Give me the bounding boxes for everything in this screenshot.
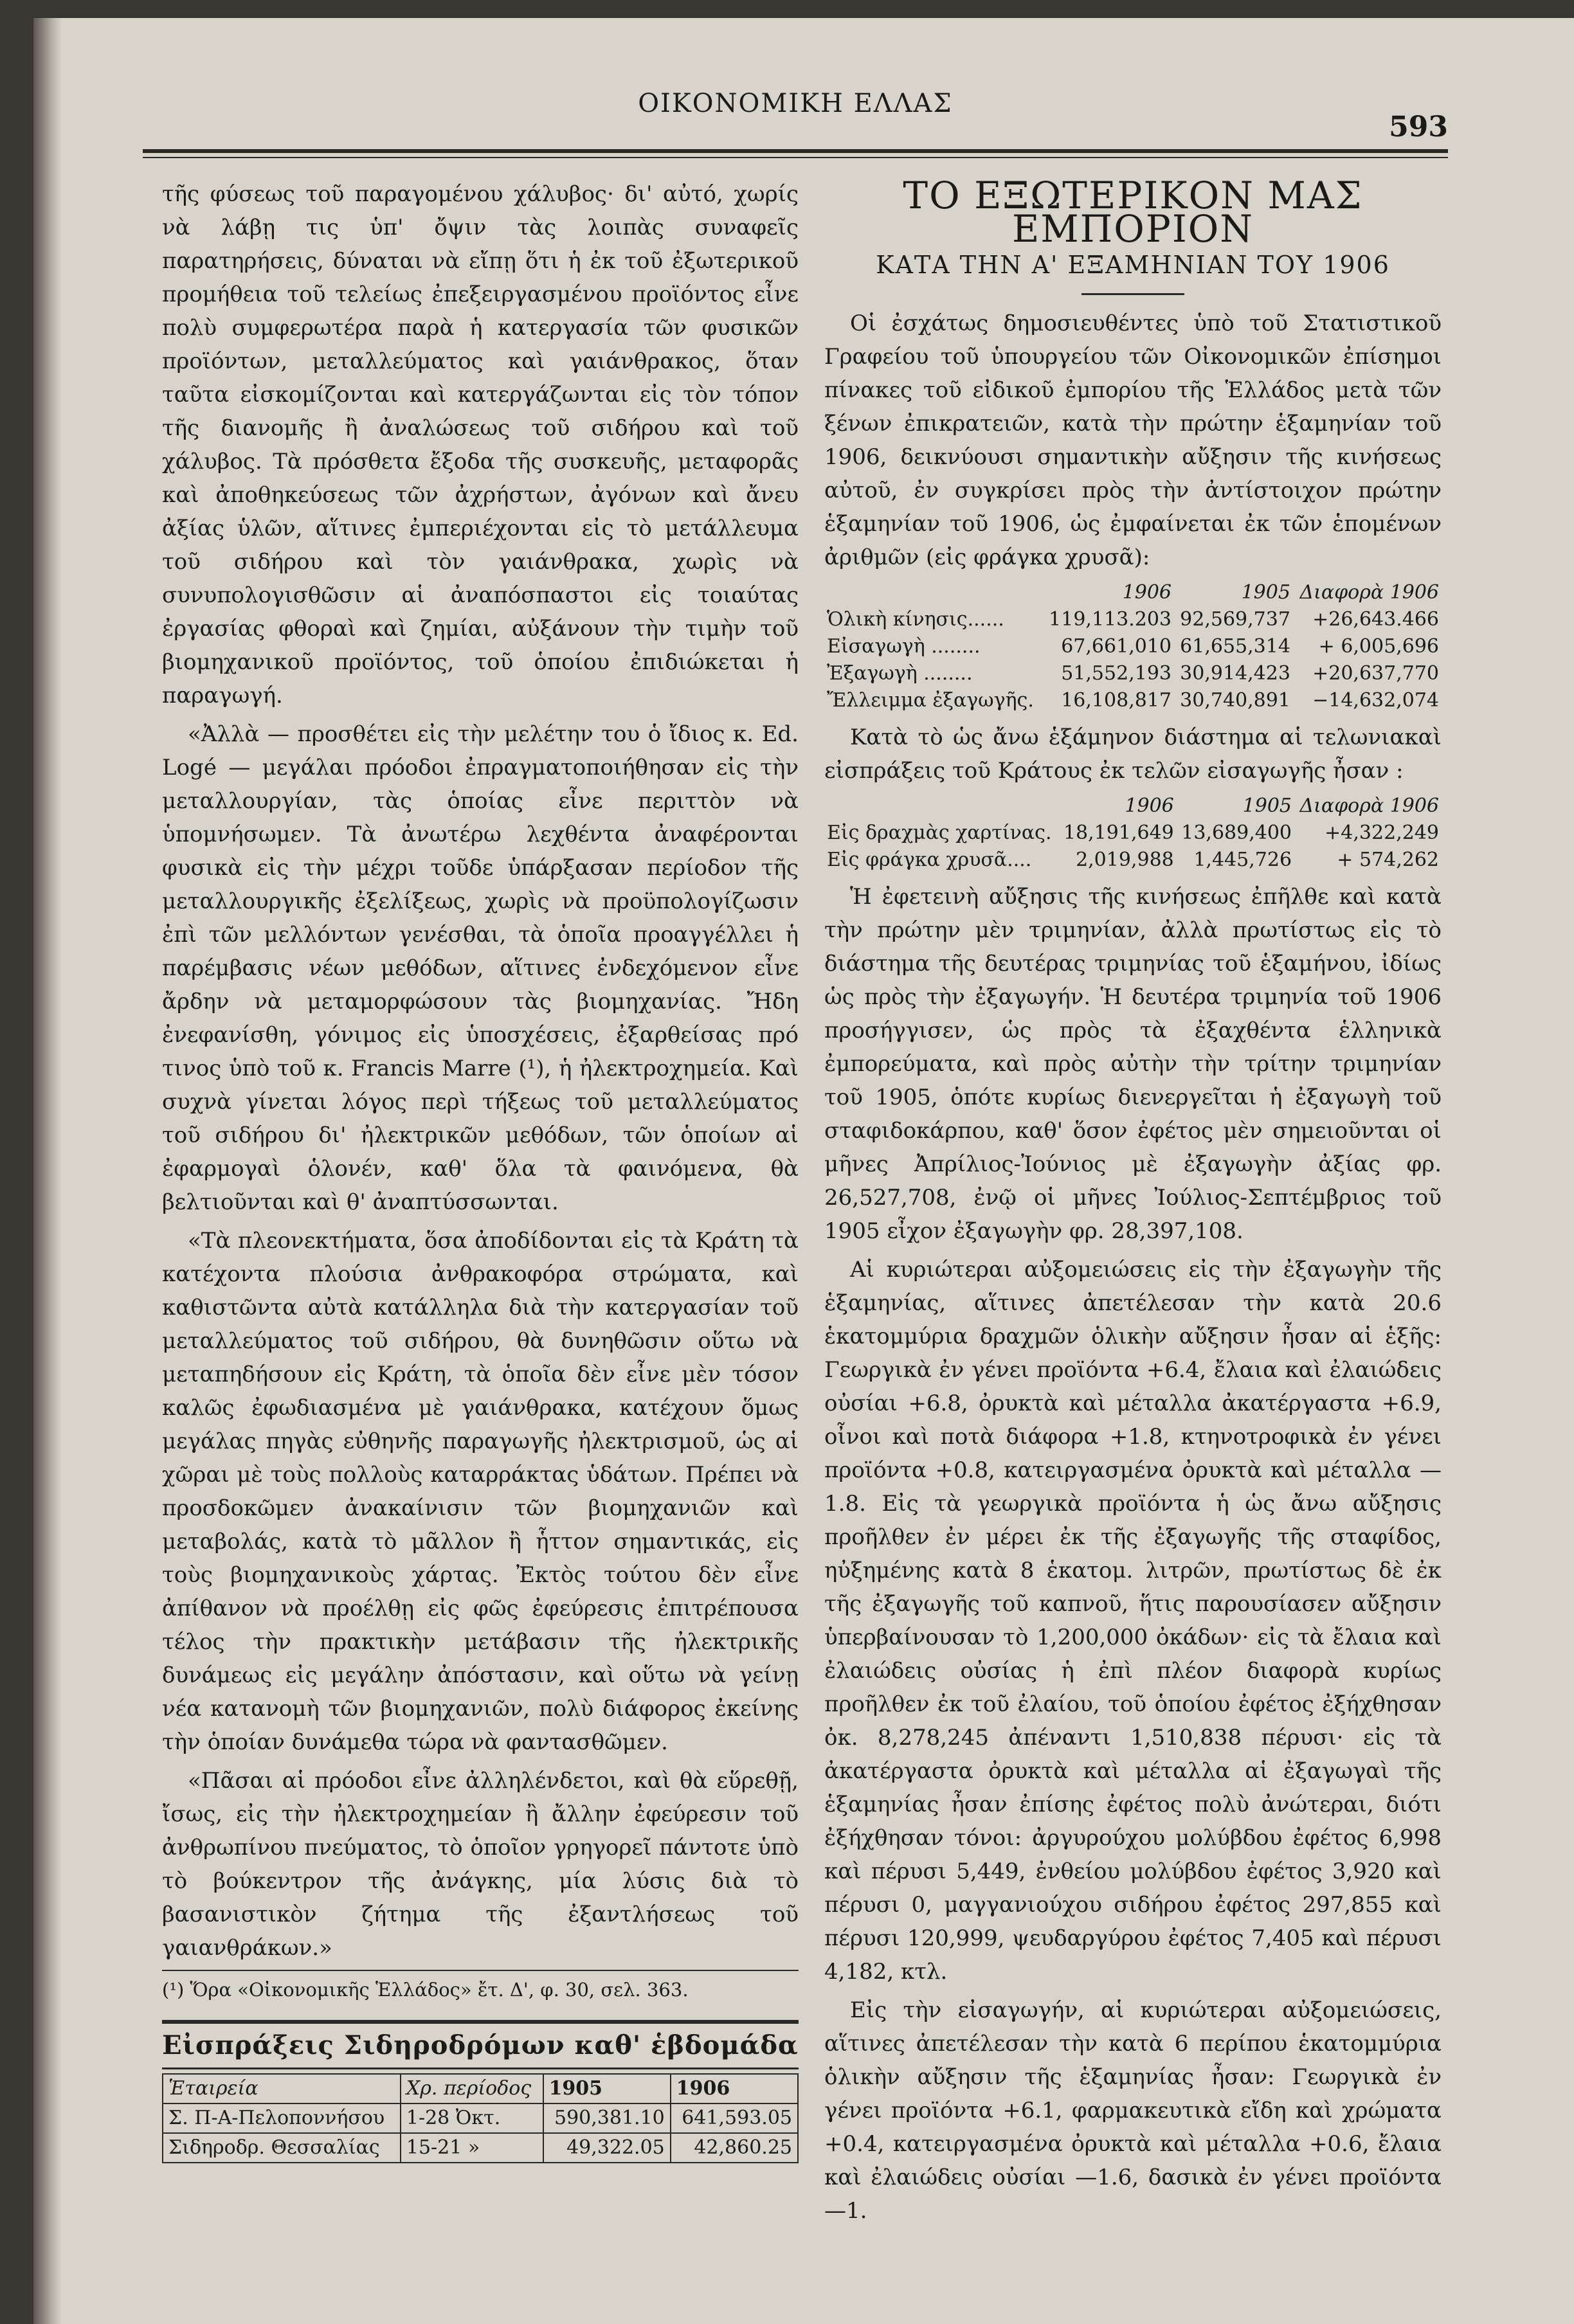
value-cell: 51,552,193 xyxy=(1061,662,1171,685)
value-cell: + 6,005,696 xyxy=(1318,635,1439,658)
table-row xyxy=(824,847,1442,874)
value-cell: 30,914,423 xyxy=(1180,662,1290,685)
header-rule xyxy=(143,149,1448,153)
paragraph: Αἱ κυριώτεραι αὐξομειώσεις εἰς τὴν ἐξαγωγὴν τῆς ἑξαμηνίας, αἵτινες ἀπετέλεσαν τὴν κατὰ 20.6 ἑκατομμύρια δραχμῶν ὁλικὴν αὔξησιν ἦσαν αἱ ἑξῆς: Γεωργικὰ ἐν γένει προϊόντα +6.4, ἔλαια καὶ ἐλαιώδεις οὐσίαι +6.8, ὀρυκτὰ καὶ μέταλλα ἀκατέργαστα +6.9, οἶνοι καὶ ποτὰ διάφορα +1.8, κτηνοτροφικὰ ἐν γένει προϊόντα +0.8, κατειργασμένα ὀρυκτὰ καὶ μέταλλα —1.8. Εἰς τὰ γεωργικὰ προϊόντα ἡ ὡς ἄνω αὔξησις προῆλθεν ἐν μέρει ἐκ τῆς ἐξαγωγῆς τῆς σταφίδος, ηὐξημένης κατὰ 8 ἑκατομ. λιτρῶν, πρωτίστως δὲ ἐκ τῆς ἐξαγωγῆς τοῦ καπνοῦ, ἥτις παρουσίασεν αὔξησιν ὑπερβαίνουσαν τὸ 1,200,000 ὀκάδων· εἰς τὰ ἔλαια καὶ ἐλαιώδεις οὐσίας ἡ ἐπὶ πλέον διαφορὰ κυρίως προῆλθεν ἐκ τοῦ ἐλαίου, τοῦ ὁποίου ἐφέτος ἐξήχθησαν ὀκ. 8,278,245 ἀπέναντι 1,510,838 πέρυσι· εἰς τὰ ἀκατέργαστα ὀρυκτὰ καὶ μέταλλα αἱ ἐξαγωγαὶ τῆς ἑξαμηνίας ἦσαν ἐπίσης ἐφέτος πολὺ ἀνώτεραι, διότι ἐξήχθησαν τόνοι: ἀργυρούχου μολύβδου ἐφέτος 6,998 καὶ πέρυσι 5,449, ἐνθείου μολύβδου ἐφέτος 3,920 καὶ πέρυσι 0, μαγγανιούχου σιδήρου ἐφέτος 297,855 καὶ πέρυσι 120,999, ψευδαργύρου ἐφέτος 7,405 καὶ πέρυσι 4,182, κτλ. xyxy=(824,1257,1442,1985)
journal-title: ΟΙΚΟΝΟΜΙΚΗ ΕΛΛΑΣ xyxy=(638,89,953,118)
column-header: Διαφορὰ 1906 xyxy=(1299,581,1439,604)
company-cell: Σ. Π-Α-Πελοποννήσου xyxy=(163,2103,401,2133)
column-header xyxy=(824,793,1058,820)
trade-table xyxy=(824,579,1442,714)
row-label: Ἐξαγωγὴ ........ xyxy=(827,662,973,685)
paragraph: Ἡ ἐφετεινὴ αὔξησις τῆς κινήσεως ἐπῆλθε καὶ κατὰ τὴν πρώτην μὲν τριμηνίαν, ἀλλὰ πρωτίστως εἰς τὸ διάστημα τῆς δευτέρας τριμηνίας τοῦ ἑξαμήνου, ἰδίως ὡς πρὸς τὴν ἐξαγωγήν. Ἡ δευτέρα τριμηνία τοῦ 1906 προσήγγισεν, ὡς πρὸς τὰ ἐξαχθέντα ἑλληνικὰ ἐμπορεύματα, καὶ πρὸς αὐτὴν τὴν τρίτην τριμηνίαν τοῦ 1905, ὁπότε κυρίως διενεργεῖται ἡ ἐξαγωγὴ τοῦ σταφιδοκάρπου, καθ' ὅσον ἐφέτος μὲν σημειοῦνται οἱ μῆνες Ἀπρίλιος-Ἰούνιος μὲ ἐξαγωγὴν ἀξίας φρ. 26,527,708, ἐνῷ οἱ μῆνες Ἰούλιος-Σεπτέμβριος τοῦ 1905 εἶχον ἐξαγωγὴν φρ. 28,397,108. xyxy=(824,884,1442,1244)
value-cell: 67,661,010 xyxy=(1061,635,1171,658)
column-header xyxy=(824,579,1042,606)
value-cell: 590,381.10 xyxy=(543,2103,671,2133)
value-cell: + 574,262 xyxy=(1337,849,1439,871)
table-row xyxy=(163,2133,798,2163)
value-cell: 13,689,400 xyxy=(1181,822,1292,844)
binding-gutter xyxy=(33,18,62,2324)
row-label: Εἰς δραχμὰς χαρτίνας. xyxy=(827,822,1052,844)
revenue-table-title: Εἰσπράξεις Σιδηροδρόμων καθ' ἑβδομάδα xyxy=(162,2020,799,2069)
column-header: Χρ. περίοδος xyxy=(401,2074,543,2103)
period-cell: 15-21 » xyxy=(401,2133,543,2163)
value-cell: 16,108,817 xyxy=(1061,689,1171,712)
header-rule-thin xyxy=(143,157,1448,158)
value-cell: 49,322.05 xyxy=(543,2133,671,2163)
value-cell: 641,593.05 xyxy=(671,2103,798,2133)
value-cell: 18,191,649 xyxy=(1063,822,1174,844)
customs-table xyxy=(824,793,1442,874)
value-cell: 92,569,737 xyxy=(1180,608,1290,631)
value-cell: 61,655,314 xyxy=(1180,635,1290,658)
journal-page xyxy=(33,18,1574,2324)
left-column xyxy=(162,177,799,2163)
row-label: Ἔλλειμμα ἐξαγωγῆς. xyxy=(827,689,1034,712)
paragraph: «Τὰ πλεονεκτήματα, ὅσα ἀποδίδονται εἰς τὰ Κράτη τὰ κατέχοντα πλούσια ἀνθρακοφόρα στρώματα, καὶ καθιστῶντα αὐτὰ κατάλληλα διὰ τὴν κατεργασίαν τοῦ μεταλλεύματος τοῦ σιδήρου, θὰ δυνηθῶσιν οὕτω νὰ μεταπηδήσουν εἰς Κράτη, τὰ ὁποῖα δὲν εἶνε μὲν τόσον καλῶς ἐφωδιασμένα μὲ γαιάνθρακα, κατέχουν ὅμως μεγάλας πηγὰς εὐθηνῆς παραγωγῆς ἠλεκτρισμοῦ, ὡς αἱ χῶραι μὲ τοὺς πολλοὺς καταρράκτας ὑδάτων. Πρέπει νὰ προσδοκῶμεν ἀνακαίνισιν τῶν βιομηχανιῶν καὶ μεταβολάς, κατὰ τὸ μᾶλλον ἢ ἧττον σημαντικάς, εἰς τοὺς βιομηχανικοὺς χάρτας. Ἐκτὸς τούτου δὲν εἶνε ἀπίθανον νὰ προέλθῃ εἰς φῶς ἐφεύρεσις ἐπιτρέπουσα τέλος τὴν πρακτικὴν μετάβασιν τῆς ἠλεκτρικῆς δυνάμεως εἰς μεγάλην ἀπόστασιν, καὶ οὕτω νὰ γείνῃ νέα κατανομὴ τῶν βιομηχανιῶν, πολὺ διάφορος ἐκείνης τὴν ὁποίαν δυνάμεθα τώρα νὰ φαντασθῶμεν. xyxy=(162,1228,799,1755)
company-cell: Σιδηροδρ. Θεσσαλίας xyxy=(163,2133,401,2163)
page-number: 593 xyxy=(1389,111,1448,143)
column-header: 1906 xyxy=(1125,795,1174,817)
right-column xyxy=(824,174,1442,2233)
paragraph: τῆς φύσεως τοῦ παραγομένου χάλυβος· δι' αὐτό, χωρίς νὰ λάβῃ τις ὑπ' ὄψιν τὰς λοιπὰς συναφεῖς παρατηρήσεις, δύναται νὰ εἴπῃ ὅτι ἡ ἐκ τοῦ ἐξωτερικοῦ προμήθεια τοῦ τελείως ἐπεξειργασμένου προϊόντος εἶνε πολὺ συμφερωτέρα παρὰ ἡ κατεργασία τῶν φυσικῶν προϊόντων, μεταλλεύματος καὶ γαιάνθρακος, ὅταν ταῦτα εἰσκομίζονται καὶ κατεργάζωνται εἰς τὸν τόπον τῆς διανομῆς ἢ ἀναλώσεως τοῦ σιδήρου καὶ τοῦ χάλυβος. Τὰ πρόσθετα ἔξοδα τῆς συσκευῆς, μεταφορᾶς καὶ ἀποθηκεύσεως τῶν ἀχρήστων, ἀγόνων καὶ ἄνευ ἀξίας ὑλῶν, αἵτινες ἐμπεριέχονται εἰς τὸ μετάλλευμα τοῦ σιδήρου καὶ τὸν γαιάνθρακα, χωρὶς νὰ συνυπολογισθῶσιν αἱ ἀναπόσπαστοι εἰς τοιαύτας ἐργασίας φθοραὶ καὶ ζημίαι, αὐξάνουν τὴν τιμὴν τοῦ βιομηχανικοῦ προϊόντος, τοῦ ὁποίου ἐπιδιώκεται ἡ παραγωγή. xyxy=(162,181,799,708)
table-row xyxy=(824,820,1442,847)
row-label: Ὁλικὴ κίνησις...... xyxy=(827,608,1004,631)
column-header: 1906 xyxy=(671,2074,798,2103)
period-cell: 1-28 Ὀκτ. xyxy=(401,2103,543,2133)
value-cell: 42,860.25 xyxy=(671,2133,798,2163)
paragraph: Οἱ ἐσχάτως δημοσιευθέντες ὑπὸ τοῦ Στατιστικοῦ Γραφείου τοῦ ὑπουργείου τῶν Οἰκονομικῶν ἐπίσημοι πίνακες τοῦ εἰδικοῦ ἐμπορίου τῆς Ἑλλάδος μετὰ τῶν ξένων ἐπικρατειῶν, κατὰ τὴν πρώτην ἑξαμηνίαν τοῦ 1906, δεικνύουσι σημαντικὴν αὔξησιν τῆς κινήσεως αὐτοῦ, ἐν συγκρίσει πρὸς τὴν ἀντίστοιχον πρώτην ἑξαμηνίαν τοῦ 1906, ὡς ἐμφαίνεται ἐκ τῶν ἑπομένων ἀριθμῶν (εἰς φράγκα χρυσᾶ): xyxy=(824,311,1442,570)
table-row xyxy=(824,606,1442,633)
footnote: (¹) Ὅρα «Οἰκονομικῆς Ἑλλάδος» ἔτ. Δ', φ. 30, σελ. 363. xyxy=(162,1970,799,2003)
table-row xyxy=(824,633,1442,660)
row-label: Εἰσαγωγὴ ........ xyxy=(827,635,981,658)
paragraph: Εἰς τὴν εἰσαγωγήν, αἱ κυριώτεραι αὐξομειώσεις, αἵτινες ἀπετέλεσαν τὴν κατὰ 6 περίπου ἑκατομμύρια ὁλικὴν αὔξησιν τῆς ἑξαμηνίας ἦσαν: Γεωργικὰ ἐν γένει προϊόντα +6.1, φαρμακευτικὰ εἴδη καὶ χρώματα +0.4, κατειργασμένα ὀρυκτὰ καὶ μέταλλα +0.6, ἔλαια καὶ ἐλαιώδεις οὐσίαι —1.6, δασικὰ ἐν γένει προϊόντα —1. xyxy=(824,1997,1442,2224)
article-title: ΤΟ ΕΞΩΤΕΡΙΚΟΝ ΜΑΣ ΕΜΠΟΡΙΟΝ xyxy=(903,174,1363,251)
paragraph: «Ἀλλὰ — προσθέτει εἰς τὴν μελέτην του ὁ ἴδιος κ. Ed. Logé — μεγάλαι πρόοδοι ἐπραγματοποιήθησαν εἰς τὴν μεταλλουργίαν, τὰς ὁποίας εἶνε περιττὸν νὰ ὑπομνήσωμεν. Τὰ ἀνωτέρω λεχθέντα ἀναφέρονται φυσικὰ εἰς τὴν μέχρι τοῦδε ὑπάρξασαν περίοδον τῆς μεταλλουργικῆς ἐξελίξεως, χωρὶς νὰ προϋπολογίζωσιν ἐπὶ τῶν μελλόντων γενέσθαι, τὰ ὁποῖα προαγγέλλει ἡ παρέμβασις νέων μεθόδων, αἵτινες ἐνδεχόμενον εἶνε ἄρδην νὰ μεταμορφώσουν τὰς βιομηχανίας. Ἤδη ἐνεφανίσθη, γόνιμος εἰς ὑποσχέσεις, ἐξαρθείσας πρό τινος ὑπὸ τοῦ κ. Francis Marre (¹), ἡ ἠλεκτροχημεία. Καὶ συχνὰ γίνεται λόγος περὶ τήξεως τοῦ μεταλλεύματος τοῦ σιδήρου δι' ἠλεκτρικῶν μεθόδων, τῶν ὁποίων αἱ ἐφαρμογαὶ ὁλονέν, καθ' ὅλα τὰ φαινόμενα, θὰ βελτιοῦνται καὶ θ' ἀναπτύσσωνται. xyxy=(162,721,799,1215)
article-subtitle: ΚΑΤΑ ΤΗΝ Α' ΕΞΑΜΗΝΙΑΝ ΤΟΥ 1906 xyxy=(876,251,1390,279)
value-cell: 30,740,891 xyxy=(1180,689,1290,712)
paragraph: «Πᾶσαι αἱ πρόοδοι εἶνε ἀλληλένδετοι, καὶ θὰ εὕρεθῇ, ἴσως, εἰς τὴν ἠλεκτροχημείαν ἢ ἄλλην ἐφεύρεσιν τοῦ ἀνθρωπίνου πνεύματος, τὸ ὁποῖον γρηγορεῖ πάντοτε ὑπὸ τὸ βούκεντρον τῆς ἀνάγκης, μία λύσις διὰ τὸ βασανιστικὸν ζήτημα τῆς ἐξαντλήσεως τοῦ γαιανθράκων.» xyxy=(162,1768,799,1961)
value-cell: −14,632,074 xyxy=(1312,689,1439,712)
table-row xyxy=(824,687,1442,714)
value-cell: 1,445,726 xyxy=(1193,849,1292,871)
column-header: 1905 xyxy=(543,2074,671,2103)
value-cell: +20,637,770 xyxy=(1312,662,1439,685)
title-divider xyxy=(1081,293,1184,295)
value-cell: +4,322,249 xyxy=(1325,822,1439,844)
page-header xyxy=(143,77,1448,148)
column-header: 1905 xyxy=(1242,795,1292,817)
row-label: Εἰς φράγκα χρυσᾶ.... xyxy=(827,849,1032,871)
column-header: Ἑταιρεία xyxy=(163,2074,401,2103)
value-cell: 119,113.203 xyxy=(1049,608,1171,631)
column-header: 1906 xyxy=(1122,581,1171,604)
paragraph: Κατὰ τὸ ὡς ἄνω ἑξάμηνον διάστημα αἱ τελωνιακαὶ εἰσπράξεις τοῦ Κράτους ἐκ τελῶν εἰσαγωγῆς ἦσαν : xyxy=(824,725,1442,784)
table-row xyxy=(163,2103,798,2133)
table-row xyxy=(824,660,1442,687)
value-cell: +26,643.466 xyxy=(1312,608,1439,631)
value-cell: 2,019,988 xyxy=(1076,849,1174,871)
column-header: 1905 xyxy=(1241,581,1290,604)
revenue-table xyxy=(162,2073,799,2163)
column-header: Διαφορὰ 1906 xyxy=(1299,795,1439,817)
